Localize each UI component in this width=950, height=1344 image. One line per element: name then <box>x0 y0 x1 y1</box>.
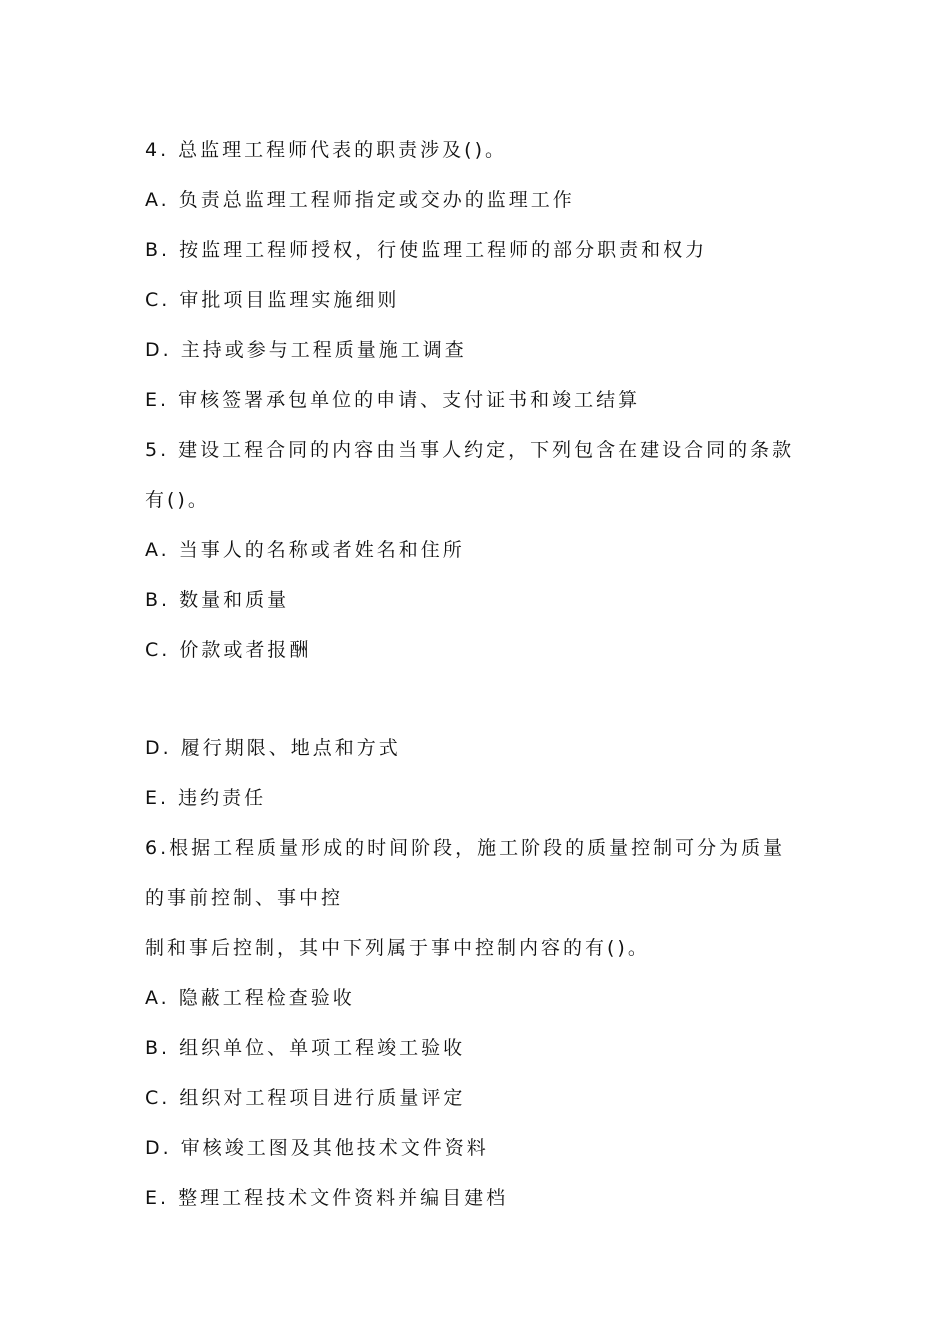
question-4-option-c: C. 审批项目监理实施细则 <box>145 289 400 311</box>
question-6-option-b: B. 组织单位、单项工程竣工验收 <box>145 1037 466 1059</box>
question-5-option-c: C. 价款或者报酬 <box>145 639 312 661</box>
question-4-option-e: E. 审核签署承包单位的申请、支付证书和竣工结算 <box>145 389 641 411</box>
question-5-option-d: D. 履行期限、地点和方式 <box>145 737 401 759</box>
question-5-option-a: A. 当事人的名称或者姓名和住所 <box>145 539 465 561</box>
question-5-stem-line-1: 5. 建设工程合同的内容由当事人约定，下列包含在建设合同的条款 <box>145 439 795 461</box>
question-5-option-b: B. 数量和质量 <box>145 589 290 611</box>
question-6-stem-line-2: 的事前控制、事中控 <box>145 887 344 909</box>
question-5-stem-line-2: 有()。 <box>145 489 210 511</box>
question-4-stem: 4. 总监理工程师代表的职责涉及()。 <box>145 139 507 161</box>
question-6-option-d: D. 审核竣工图及其他技术文件资料 <box>145 1137 489 1159</box>
question-4-option-d: D. 主持或参与工程质量施工调查 <box>145 339 467 361</box>
question-6-option-c: C. 组织对工程项目进行质量评定 <box>145 1087 466 1109</box>
question-5-option-e: E. 违约责任 <box>145 787 267 809</box>
question-6-option-e: E. 整理工程技术文件资料并编目建档 <box>145 1187 509 1209</box>
question-6-stem-line-3: 制和事后控制，其中下列属于事中控制内容的有()。 <box>145 937 650 959</box>
question-6-option-a: A. 隐蔽工程检查验收 <box>145 987 355 1009</box>
question-6-stem-line-1: 6.根据工程质量形成的时间阶段，施工阶段的质量控制可分为质量 <box>145 837 786 859</box>
question-4-option-b: B. 按监理工程师授权，行使监理工程师的部分职责和权力 <box>145 239 708 261</box>
question-4-option-a: A. 负责总监理工程师指定或交办的监理工作 <box>145 189 575 211</box>
